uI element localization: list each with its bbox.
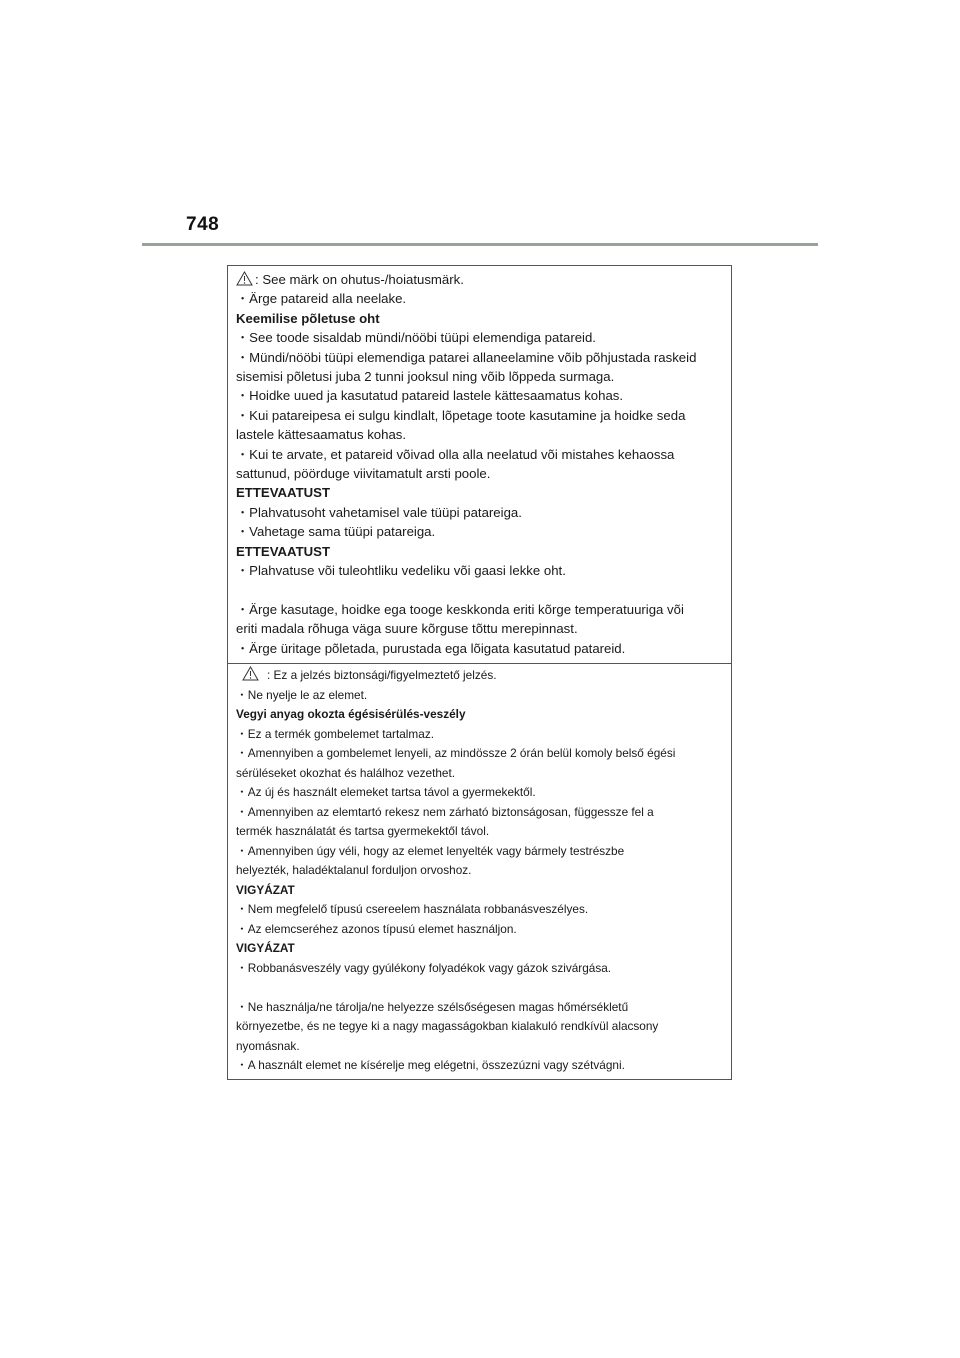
warning-text-line [236, 744, 725, 764]
warning-text-line [236, 686, 725, 706]
line-text: ・Ärge patareid alla neelake. [236, 291, 407, 307]
line-text: ・Amennyiben a gombelemet lenyeli, az mindösszе 2 órán belül komoly belső égési [236, 746, 676, 760]
warning-text-line [236, 1056, 725, 1076]
warning-text-line [236, 764, 725, 784]
line-text: lastele kättesaamatus kohas. [236, 427, 407, 443]
line-text: sattunud, pöörduge viivitamatult arsti poole. [236, 466, 491, 482]
line-text: ・Kui patareipesa ei sulgu kindlalt, lõpetage toote kasutamine ja hoidke seda [236, 407, 686, 423]
line-text: ・Amennyiben úgy véli, hogy az elemet lenyelték vagy bármely testrészbe [236, 843, 625, 858]
line-text: ・Kui te arvate, et patareid võivad olla alla neelatud või mistahes kehaossa [236, 446, 675, 462]
line-text: környezetbe, és ne tegye ki a nagy magasságokban kialakuló rendkívül alacsony [236, 1019, 659, 1033]
warning-triangle-icon [242, 666, 259, 681]
warning-text-line [236, 619, 725, 638]
line-text: ・Mündi/nööbi tüüpi elemendiga patarei allaneelamine võib põhjustada raskeid [236, 349, 697, 365]
line-text: ・Ärge kasutage, hoidke ega tooge keskkonda eriti kõrge temperatuuriga või [236, 601, 684, 617]
warning-text-line [236, 503, 725, 522]
line-text: Keemilise põletuse oht [236, 310, 380, 326]
estonian-warning-section [236, 270, 725, 658]
warning-text-line [236, 600, 725, 619]
line-text: ・Robbanásveszély vagy gyúlékony folyadékok vagy gázok szivárgása. [236, 960, 612, 975]
line-text: ・Vahetage sama tüüpi patareiga. [236, 524, 436, 540]
warning-text-line [236, 822, 725, 842]
line-text: VIGYÁZAT [236, 941, 295, 955]
warning-text-line [236, 445, 725, 464]
line-text: ・Amennyiben az elemtartó rekesz nem zárható biztonságosan, függessze fel a [236, 804, 654, 819]
line-text: ・Plahvatuse või tuleohtliku vedeliku või gaasi lekke oht. [236, 563, 566, 579]
line-text: ・Plahvatusoht vahetamisel vale tüüpi patareiga. [236, 504, 522, 520]
warning-heading [236, 705, 725, 725]
warning-text-line [236, 367, 725, 386]
line-text: ・Nem megfelelő típusú csereelem használata robbanásveszélyes. [236, 902, 589, 916]
battery-warning-box [227, 265, 732, 1080]
line-text: ETTEVAATUST [236, 485, 331, 501]
line-text: ・Az új és használt elemeket tartsa távol a gyermekektől. [236, 785, 536, 799]
warning-text-line [236, 900, 725, 920]
warning-text-line [236, 803, 725, 823]
warning-text-line [236, 561, 725, 580]
warning-text-line [236, 464, 725, 483]
line-text: ・See toode sisaldab mündi/nööbi tüüpi elemendiga patareid. [236, 330, 596, 346]
warning-heading [236, 939, 725, 959]
warning-text-line [236, 328, 725, 347]
line-text: sisemisi põletusi juba 2 tunni jooksul ning võib lõppeda surmaga. [236, 369, 615, 385]
warning-text-line [236, 842, 725, 862]
warning-text-line [236, 920, 725, 940]
line-text: VIGYÁZAT [236, 882, 295, 897]
line-text: : Ez a jelzés biztonsági/figyelmeztető jelzés. [267, 668, 497, 682]
warning-heading [236, 483, 725, 502]
line-text: ・Ärge üritage põletada, purustada ega lõigata kasutatud patareid. [236, 640, 626, 656]
warning-heading [236, 542, 725, 561]
line-text: ・Hoidke uued ja kasutatud patareid lastele kättesaamatus kohas. [236, 388, 624, 404]
blank-line [236, 978, 725, 998]
line-text: ETTEVAATUST [236, 543, 331, 559]
page-number: 748 [186, 214, 220, 235]
line-text: ・Ne nyelje le az elemet. [236, 687, 368, 702]
line-text: sérüléseket okozhat és halálhoz vezethet. [236, 765, 456, 780]
warning-text-line [236, 406, 725, 425]
warning-text-line [236, 289, 725, 308]
line-text: helyezték, haladéktalanul forduljon orvoshoz. [236, 863, 472, 877]
warning-text-line [236, 861, 725, 881]
line-text: ・Ez a termék gombelemet tartalmaz. [236, 726, 434, 741]
line-text: : See märk on ohutus-/hoiatusmärk. [255, 272, 464, 287]
warning-heading [236, 309, 725, 328]
line-text: ・A használt elemet ne kísérelje meg elégetni, összezúzni vagy szétvágni. [236, 1058, 625, 1072]
warning-symbol-caption [236, 666, 725, 686]
line-text: nyomásnak. [236, 1038, 300, 1053]
warning-text-line [236, 522, 725, 541]
header-rule [142, 243, 818, 246]
warning-text-line [236, 783, 725, 803]
line-text: termék használatát és tartsa gyermekektől távol. [236, 824, 490, 838]
warning-text-line [236, 639, 725, 658]
warning-text-line [236, 1017, 725, 1037]
language-divider [228, 663, 731, 664]
line-text: Vegyi anyag okozta égésisérülés-veszély [236, 707, 466, 721]
hungarian-warning-section [236, 666, 725, 1076]
warning-text-line [236, 425, 725, 444]
warning-text-line [236, 348, 725, 367]
warning-text-line [236, 725, 725, 745]
blank-line [236, 581, 725, 600]
warning-text-line [236, 1037, 725, 1057]
line-text: ・Ne használja/ne tárolja/ne helyezze szélsőségesen magas hőmérsékletű [236, 999, 629, 1014]
line-text: eriti madala rõhuga väga suure kõrguse tõttu merepinnast. [236, 621, 578, 637]
warning-symbol-caption [236, 270, 725, 289]
warning-text-line [236, 998, 725, 1018]
warning-heading [236, 881, 725, 901]
warning-text-line [236, 386, 725, 405]
warning-text-line [236, 959, 725, 979]
line-text: ・Az elemcseréhez azonos típusú elemet használjon. [236, 921, 517, 936]
warning-triangle-icon [236, 271, 253, 286]
